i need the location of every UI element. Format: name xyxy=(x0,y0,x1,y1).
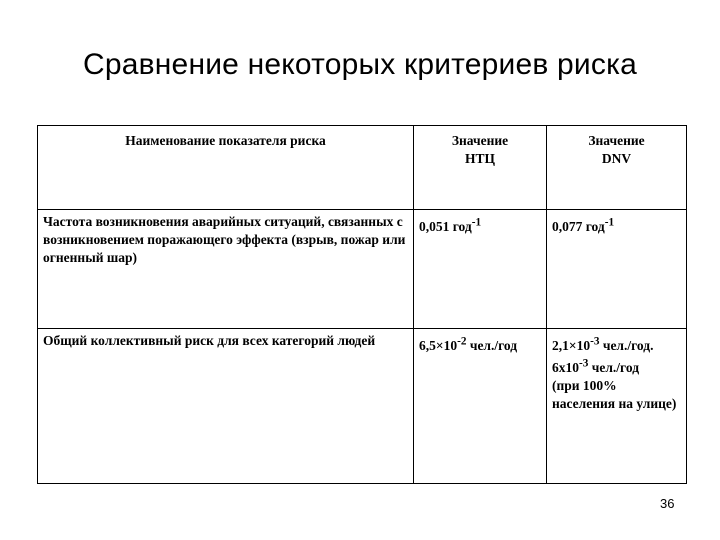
dnv-risk-line2 xyxy=(552,357,640,375)
table-row xyxy=(38,210,687,329)
header-dnv-line2: DNV xyxy=(601,151,632,166)
page-number: 36 xyxy=(660,496,675,511)
ntc-value-cell xyxy=(414,210,547,329)
header-ntc-line2: НТЦ xyxy=(464,151,495,166)
dnv-risk-cell xyxy=(547,329,687,484)
dnv-risk-line2-unit: чел./год xyxy=(588,360,640,375)
dnv-risk-line1-exponent: -3 xyxy=(590,335,600,347)
ntc-risk-exponent: -2 xyxy=(457,335,467,347)
dnv-value xyxy=(552,216,615,234)
row-indicator-cell xyxy=(38,210,414,329)
dnv-value-cell xyxy=(547,210,687,329)
dnv-risk-line1-unit: чел./год. xyxy=(599,337,654,353)
table-header-row xyxy=(38,126,687,210)
ntc-value xyxy=(419,216,482,234)
dnv-value-exponent: -1 xyxy=(604,216,615,228)
ntc-risk-value xyxy=(419,335,518,353)
dnv-risk-note: (при 100% населения на улице) xyxy=(552,378,677,411)
ntc-risk-cell xyxy=(414,329,547,484)
header-dnv-line1: Значение xyxy=(588,133,645,148)
dnv-value-base: 0,077 год xyxy=(552,218,605,234)
ntc-value-base: 0,051 год xyxy=(419,218,472,234)
header-indicator-label: Наименование показателя риска xyxy=(125,133,326,148)
row-indicator-cell xyxy=(38,329,414,484)
header-dnv xyxy=(547,126,687,210)
header-ntc-line1: Значение xyxy=(451,133,509,148)
ntc-risk-mantissa: 6,5×10 xyxy=(419,337,458,353)
slide-title: Сравнение некоторых критериев риска xyxy=(83,48,637,81)
header-indicator xyxy=(38,126,414,210)
ntc-risk-unit: чел./год xyxy=(466,337,518,353)
dnv-risk-line2-exponent: -3 xyxy=(579,357,589,370)
risk-criteria-table xyxy=(37,125,687,484)
row-indicator-text: Общий коллективный риск для всех категорий людей xyxy=(43,333,376,348)
dnv-risk-line2-mantissa: 6x10 xyxy=(552,360,579,375)
ntc-value-exponent: -1 xyxy=(471,216,482,228)
dnv-risk-line1-mantissa: 2,1×10 xyxy=(552,337,591,353)
dnv-risk-line1 xyxy=(552,335,654,353)
table-row xyxy=(38,329,687,484)
row-indicator-text: Частота возникновения аварийных ситуаций, связанных с возникновением поражающего эффекта (взрыв, пожар или огненный шар) xyxy=(43,214,406,265)
header-ntc xyxy=(414,126,547,210)
